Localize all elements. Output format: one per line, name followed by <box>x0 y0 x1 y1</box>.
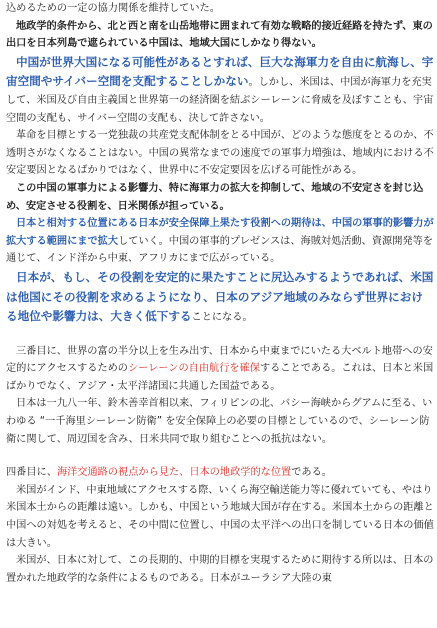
paragraph-decline-warning-rest: ことになる。 <box>191 312 253 324</box>
paragraph-geopolitics: 地政学的条件から、北と西と南を山岳地帯に囲まれて有効な戦略的接近経路を持たず、東の出口を日本列島で遮られている中国は、地域大国にしかなり得ない。 <box>6 20 433 50</box>
paragraph-world-power-rest: 。しかし、米国は、中国が海軍力を充実して、米国及び自由主義国と世界第一の経済圏を結ぶシーレーンに脅威を及ぼすことも、宇宙空間の支配も、サイバー空間の支配も、決して許さない。 <box>6 77 434 124</box>
document-page <box>6 0 434 587</box>
paragraph-us-access: 米国がインド、中東地域にアクセスする際、いくら海空輸送能力等に優れていても、やはり米国本土からの距離は遠い。しかも、中国という地域大国が存在する。米国本土からの距離と中国への対処を考えると、その中間に位置し、中国の太平洋への出口を制している日本の価値は大きい。 <box>6 484 434 549</box>
paragraph-fourth <box>6 464 434 482</box>
paragraph-expected-role-rest: していく。中国の軍事的プレゼンスは、海賊対処活動、資源開発等を通じて、インド洋から中東、アフリカにまで広がっている。 <box>6 235 433 265</box>
paragraph-decline-warning <box>6 268 434 327</box>
paragraph-communist-party: 革命を目標とする一党独裁の共産党支配体制をとる中国が、どのような態度をとるのか、不透明さがなくなることはない。中国の異常なまでの速度での軍事力増強は、地域内における不安定要因となるばかりではなく、世界中に不安定要因を広げる可能性がある。 <box>6 130 434 177</box>
paragraph-us-expectation: 米国が、日本に対して、この長期的、中期的目標を実現するために期待する所以は、日本の置かれた地政学的な条件によるものである。日本がユーラシア大陸の東 <box>6 555 434 584</box>
highlight-sea-lane: シーレーンの自由航行を確保 <box>127 363 260 375</box>
highlight-japan-position: 海洋交通路の視点から見た、日本の地政学的な位置 <box>56 467 292 479</box>
paragraph-fourth-pre: 四番目に、 <box>6 467 57 479</box>
paragraph-fourth-post: である。 <box>291 467 332 479</box>
paragraph-third-post: することである。これは、日本と米国ばかりでなく、アジア・太平洋諸国に共通した国益である。 <box>6 363 434 392</box>
paragraph-expected-role <box>6 215 434 268</box>
highlight-expected-role: 日本と相対する位置にある日本が安全保障上果たす役割への期待は、中国の軍事的影響力が拡大する範囲にまで拡大 <box>6 218 434 247</box>
paragraph-third <box>6 343 434 396</box>
paragraph-third-pre: 三番目に、世界の富の半分以上を生み出す、日本から中東までにいたる大ベルト地帯への安定的にアクセスするための <box>6 345 433 375</box>
paragraph-gap <box>6 327 434 343</box>
paragraph-gap-2 <box>6 448 434 464</box>
highlight-decline-warning: 日本が、もし、その役割を安定的に果たすことに尻込みするようであれば、米国は他国にその役割を求めるようになり、日本のアジア地域のみならず世界における地位や影響力は、大きく低下する <box>6 269 434 324</box>
paragraph-sea-lane-defense: 日本は一九八一年、鈴木善幸首相以来、フィリピンの北、バシー海峡からグアムに至る、いわゆる “一千海里シーレーン防衛” を安全保障上の必要の目標としているので、シーレーン防衛に関して、周辺国を含み、日米共同で取り組むことへの抵抗はない。 <box>6 398 433 445</box>
paragraph-0: 込めるための一定の協力関係を維持していた。 <box>6 3 220 14</box>
highlight-world-power: 中国が世界大国になる可能性があるとすれば、巨大な海軍力を自由に航海し、宇宙空間やサイバー空間を支配することしかない <box>6 54 434 89</box>
paragraph-japan-us-role: この中国の軍事力による影響力、特に海軍力の拡大を抑制して、地域の不安定さを封じ込め、安定させる役割を、日米関係が担っている。 <box>6 182 424 212</box>
paragraph-world-power <box>6 53 434 127</box>
